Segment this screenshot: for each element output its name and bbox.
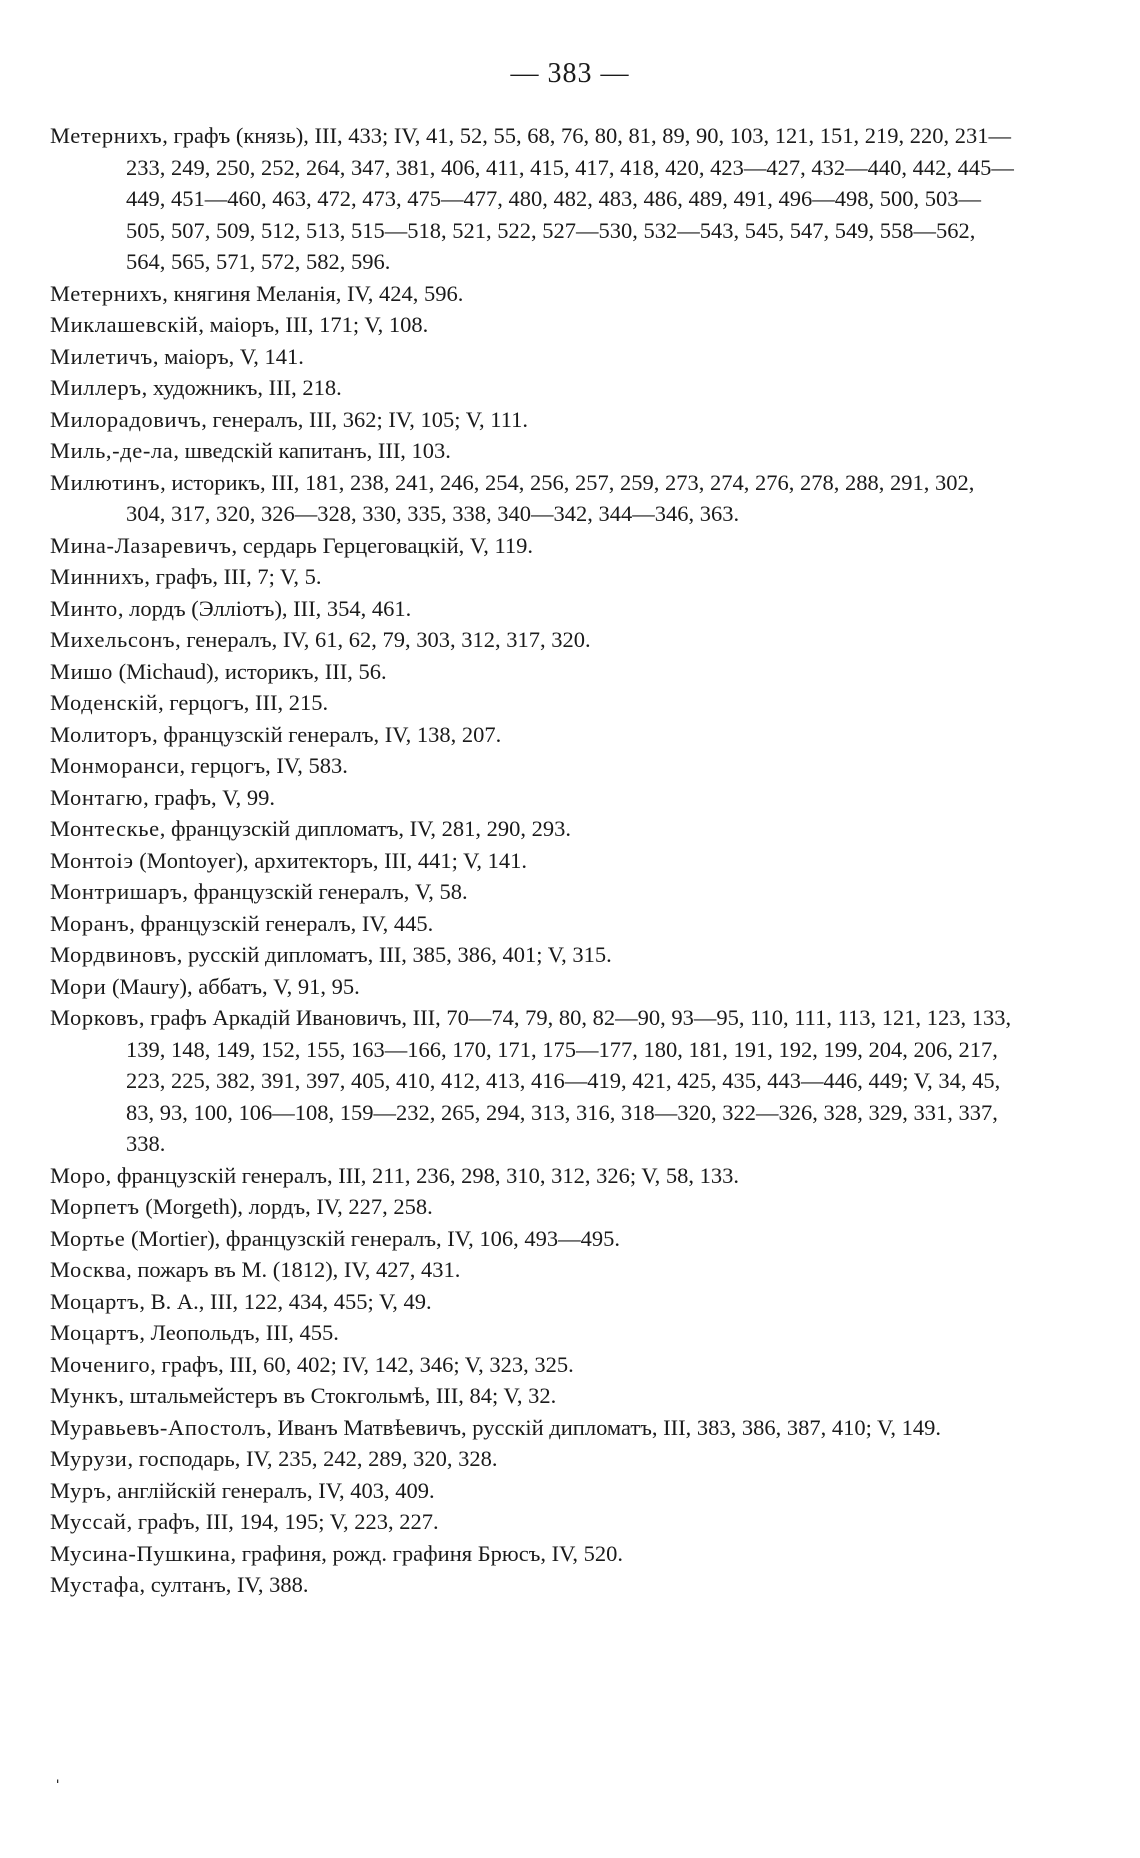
entry-headword: Миль,-де-ла <box>50 438 174 463</box>
index-entry <box>50 782 1015 814</box>
index-entry <box>50 278 1015 310</box>
index-entry <box>50 1286 1015 1318</box>
index-entry <box>50 687 1015 719</box>
entry-references: , графиня, рожд. графиня Брюсъ, IV, 520. <box>230 1540 624 1566</box>
entry-headword: Мори <box>50 973 107 999</box>
entry-references: , пожаръ въ М. (1812), IV, 427, 431. <box>126 1257 461 1282</box>
index-entry <box>50 120 1015 278</box>
entry-headword: Милютинъ <box>50 469 161 495</box>
entry-headword: Миллеръ <box>50 375 142 400</box>
entry-references: , лордъ (Элліотъ), III, 354, 461. <box>117 595 412 621</box>
entry-headword: Моцартъ <box>50 1288 140 1314</box>
index-entry <box>50 1160 1015 1192</box>
index-entry <box>50 341 1015 373</box>
entry-headword: Мишо <box>50 658 114 684</box>
index-entry <box>50 813 1015 845</box>
index-entry <box>50 876 1015 908</box>
index-entry <box>50 372 1015 404</box>
entry-references: , французскій дипломатъ, IV, 281, 290, 293. <box>159 816 572 841</box>
entry-headword: Мордвиновъ <box>50 942 177 967</box>
entry-references: , англійскій генералъ, IV, 403, 409. <box>105 1477 435 1503</box>
entry-headword: Милетичъ <box>50 343 153 369</box>
entry-headword: Метернихъ <box>50 123 163 148</box>
entry-references: , генералъ, III, 362; IV, 105; V, 111. <box>201 406 528 432</box>
entry-references: , штальмейстеръ въ Стокгольмѣ, III, 84; V, 32. <box>118 1383 557 1408</box>
index-entry <box>50 1506 1015 1538</box>
entry-references: , французскій генералъ, IV, 138, 207. <box>152 721 502 747</box>
entry-references: , маіоръ, V, 141. <box>152 343 304 369</box>
entry-references: , маіоръ, III, 171; V, 108. <box>198 312 429 337</box>
entry-references: , султанъ, IV, 388. <box>139 1572 309 1597</box>
entry-references: (Montoyer), архитекторъ, III, 441; V, 141. <box>133 847 528 873</box>
entry-headword: Монтришаръ <box>50 879 183 904</box>
index-entry <box>50 1002 1015 1160</box>
index-entry <box>50 624 1015 656</box>
entry-headword: Мункъ <box>50 1383 119 1408</box>
entry-references: (Maury), аббатъ, V, 91, 95. <box>106 973 360 999</box>
entry-headword: Моцартъ <box>50 1320 140 1345</box>
entry-headword: Милорадовичъ <box>50 406 202 432</box>
entry-references: , графъ Аркадій Ивановичъ, III, 70—74, 79, 80, 82—90, 93—95, 110, 111, 113, 121, 123, 133, 139, 148, 149, 152, 155, 163—166, 170, 171, 175—177, 180, 181, 191, 192, 199, 204, 206, 217, 223, 225, 382, 391, 397, 405, 410, 412, 413, 416—419, 421, 425, 435, 443—446, 449; V, 34, 45, 83, 93, 100, 106—108, 159—232, 265, 294, 313, 316, 318—320, 322—326, 328, 329, 331, 337, 338. <box>126 1005 1012 1156</box>
entry-references: , графъ, III, 194, 195; V, 223, 227. <box>126 1509 439 1534</box>
entry-headword: Мортье <box>50 1225 126 1251</box>
entry-references: , герцогъ, III, 215. <box>158 690 329 715</box>
index-entry <box>50 467 1015 530</box>
entry-headword: Мусина-Пушкина <box>50 1540 231 1566</box>
entry-references: , французскій генералъ, V, 58. <box>182 879 468 904</box>
index-entry <box>50 908 1015 940</box>
entry-references: , Иванъ Матвѣевичъ, русскій дипломатъ, III, 383, 386, 387, 410; V, 149. <box>266 1414 942 1440</box>
entry-headword: Мурузи <box>50 1446 128 1471</box>
entry-headword: Монтескье <box>50 816 160 841</box>
index-entry <box>50 750 1015 782</box>
entry-references: , графъ, V, 99. <box>143 784 275 810</box>
index-entry <box>50 656 1015 688</box>
entry-headword: Моро <box>50 1162 106 1188</box>
entry-references: , историкъ, III, 181, 238, 241, 246, 254, 256, 257, 259, 273, 274, 276, 278, 288, 291, 302, 304, 317, 320, 326—328, 330, 335, 338, 340—342, 344—346, 363. <box>126 469 975 526</box>
index-entry <box>50 1349 1015 1381</box>
entry-references: , господарь, IV, 235, 242, 289, 320, 328. <box>127 1446 498 1471</box>
index-entry <box>50 1254 1015 1286</box>
index-entry <box>50 1475 1015 1507</box>
entry-references: , художникъ, III, 218. <box>141 375 342 400</box>
entry-references: , В. А., III, 122, 434, 455; V, 49. <box>139 1288 432 1314</box>
entry-references: , графъ, III, 60, 402; IV, 142, 346; V, 323, 325. <box>150 1351 574 1377</box>
index-entry <box>50 1538 1015 1570</box>
entry-headword: Муравьевъ-Апостолъ <box>50 1414 267 1440</box>
index-entry <box>50 593 1015 625</box>
entry-headword: Мустафа <box>50 1572 140 1597</box>
entry-headword: Метернихъ <box>50 280 163 306</box>
entry-references: , французскій генералъ, IV, 445. <box>129 910 434 936</box>
entry-references: (Michaud), историкъ, III, 56. <box>113 658 387 684</box>
entry-headword: Морпетъ <box>50 1194 140 1219</box>
index-entry <box>50 1443 1015 1475</box>
entry-references: , графъ (князь), III, 433; IV, 41, 52, 55, 68, 76, 80, 81, 89, 90, 103, 121, 151, 219, 220, 231—233, 249, 250, 252, 264, 347, 381, 406, 411, 415, 417, 418, 420, 423—427, 432—440, 442, 445—449, 451—460, 463, 472, 473, 475—477, 480, 482, 483, 486, 489, 491, 496—498, 500, 503—505, 507, 509, 512, 513, 515—518, 521, 522, 527—530, 532—543, 545, 547, 549, 558—562, 564, 565, 571, 572, 582, 596. <box>126 123 1014 274</box>
index-entry <box>50 1191 1015 1223</box>
index-entry <box>50 1317 1015 1349</box>
index-entry <box>50 404 1015 436</box>
page-number: — 383 — <box>510 58 630 89</box>
entry-references: , русскій дипломатъ, III, 385, 386, 401; V, 315. <box>176 942 612 967</box>
entry-headword: Моранъ <box>50 910 130 936</box>
index-entry <box>50 1223 1015 1255</box>
entry-headword: Монтоіэ <box>50 847 134 873</box>
entry-references: , шведскій капитанъ, III, 103. <box>173 438 451 463</box>
index-entry <box>50 530 1015 562</box>
index-entry <box>50 719 1015 751</box>
entry-references: , французскій генералъ, III, 211, 236, 298, 310, 312, 326; V, 58, 133. <box>105 1162 740 1188</box>
entry-headword: Муръ <box>50 1477 106 1503</box>
entry-references: , генералъ, IV, 61, 62, 79, 303, 312, 317, 320. <box>175 627 591 652</box>
index-entry <box>50 1380 1015 1412</box>
entry-references: , сердарь Герцеговацкій, V, 119. <box>231 532 534 558</box>
entry-headword: Михельсонъ <box>50 627 176 652</box>
entry-headword: Монтагю <box>50 784 144 810</box>
entry-headword: Молиторъ <box>50 721 153 747</box>
index-entry <box>50 971 1015 1003</box>
entry-headword: Мина-Лазаревичъ <box>50 532 232 558</box>
index-entries <box>50 120 1015 1601</box>
entry-headword: Москва <box>50 1257 127 1282</box>
entry-references: , графъ, III, 7; V, 5. <box>144 564 322 589</box>
entry-headword: Муссай <box>50 1509 127 1534</box>
entry-headword: Монморанси <box>50 753 180 778</box>
entry-references: , княгиня Меланія, IV, 424, 596. <box>162 280 464 306</box>
index-entry <box>50 939 1015 971</box>
entry-references: (Mortier), французскій генералъ, IV, 106, 493—495. <box>125 1225 621 1251</box>
stray-mark: ˌ <box>54 1758 62 1783</box>
index-entry <box>50 1569 1015 1601</box>
index-entry <box>50 309 1015 341</box>
index-entry <box>50 845 1015 877</box>
entry-references: , Леопольдъ, III, 455. <box>139 1320 339 1345</box>
entry-references: (Morgeth), лордъ, IV, 227, 258. <box>139 1194 433 1219</box>
index-entry <box>50 561 1015 593</box>
entry-headword: Минто <box>50 595 118 621</box>
entry-headword: Моденскій <box>50 690 159 715</box>
entry-references: , герцогъ, IV, 583. <box>179 753 348 778</box>
entry-headword: Миннихъ <box>50 564 145 589</box>
entry-headword: Морковъ <box>50 1005 139 1030</box>
entry-headword: Миклашевскій <box>50 312 199 337</box>
index-entry <box>50 1412 1015 1444</box>
entry-headword: Мочениго <box>50 1351 151 1377</box>
index-entry <box>50 435 1015 467</box>
